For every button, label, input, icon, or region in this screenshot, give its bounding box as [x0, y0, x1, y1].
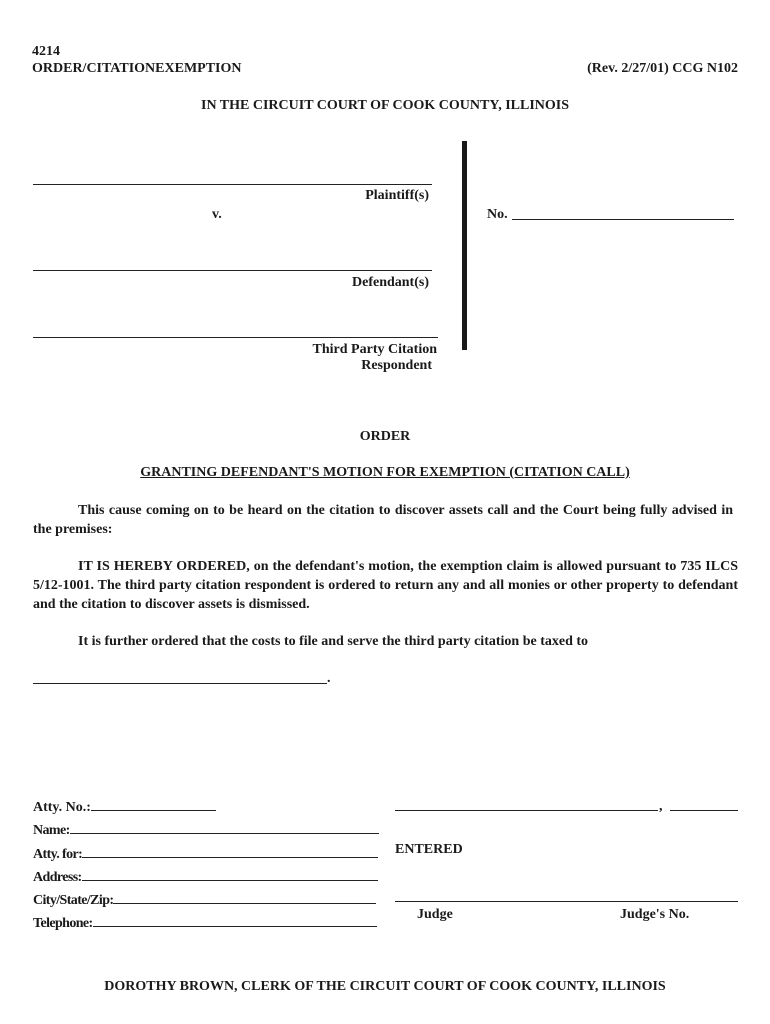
atty-for-field[interactable]: [82, 845, 378, 858]
judge-number-label: Judge's No.: [620, 907, 690, 922]
name-row: [33, 821, 379, 839]
order-paragraph-2: [33, 557, 738, 614]
order-paragraph-3-text: It is further ordered that the costs to file and serve the third party citation be taxed to: [78, 634, 589, 649]
form-number: 4214: [32, 44, 60, 59]
address-label: Address:: [33, 870, 82, 885]
costs-period: .: [327, 671, 331, 686]
address-field[interactable]: [82, 868, 378, 881]
entered-label: ENTERED: [395, 842, 463, 857]
order-paragraph-3: [33, 632, 738, 651]
atty-no-field[interactable]: [91, 798, 216, 811]
plaintiff-line[interactable]: [33, 184, 432, 185]
revision-code: (Rev. 2/27/01) CCG N102: [587, 61, 738, 76]
name-field[interactable]: [70, 821, 379, 834]
entered-date-comma: ,: [659, 799, 663, 814]
judge-signature-line[interactable]: [395, 901, 738, 902]
order-paragraph-2-text: IT IS HEREBY ORDERED, on the defendant's motion, the exemption claim is allowed pursuant to 735 ILCS 5/12-1001. The third party citation respondent is ordered to return any and all monies or other property to defendant and the citation to discover assets is dismissed.: [33, 559, 738, 612]
atty-for-row: [33, 845, 378, 863]
third-party-label-line1: Third Party Citation: [312, 342, 437, 357]
caption-divider: [462, 141, 467, 350]
city-state-zip-field[interactable]: [113, 891, 376, 904]
third-party-label-line2: Respondent: [361, 358, 432, 373]
plaintiff-label: Plaintiff(s): [365, 188, 429, 203]
entered-year-line[interactable]: [670, 810, 738, 811]
versus-label: v.: [212, 207, 222, 222]
order-paragraph-1-text: This cause coming on to be heard on the citation to discover assets call and the Court being fully advised in the premises:: [33, 503, 733, 537]
defendant-label: Defendant(s): [352, 275, 429, 290]
atty-no-row: [33, 798, 216, 816]
order-paragraph-1: [33, 501, 733, 539]
address-row: [33, 868, 378, 886]
third-party-line[interactable]: [33, 337, 438, 338]
case-number-label: No.: [487, 207, 508, 222]
telephone-label: Telephone:: [33, 916, 93, 931]
order-subtitle: GRANTING DEFENDANT'S MOTION FOR EXEMPTION (CITATION CALL): [140, 465, 630, 480]
order-title: ORDER: [359, 429, 411, 444]
judge-label: Judge: [417, 907, 453, 922]
city-state-zip-row: [33, 891, 376, 909]
case-number-line[interactable]: [512, 219, 734, 220]
telephone-row: [33, 914, 377, 932]
court-heading: IN THE CIRCUIT COURT OF COOK COUNTY, ILLINOIS: [201, 98, 569, 113]
telephone-field[interactable]: [93, 914, 377, 927]
defendant-line[interactable]: [33, 270, 432, 271]
atty-no-label: Atty. No.:: [33, 800, 91, 815]
costs-taxed-to-line[interactable]: [33, 683, 327, 684]
form-title: ORDER/CITATIONEXEMPTION: [32, 61, 242, 76]
city-state-zip-label: City/State/Zip:: [33, 893, 114, 908]
clerk-footer: DOROTHY BROWN, CLERK OF THE CIRCUIT COURT OF COOK COUNTY, ILLINOIS: [104, 979, 666, 994]
entered-date-line[interactable]: [395, 810, 658, 811]
atty-for-label: Atty. for:: [33, 847, 83, 862]
name-label: Name:: [33, 823, 70, 838]
